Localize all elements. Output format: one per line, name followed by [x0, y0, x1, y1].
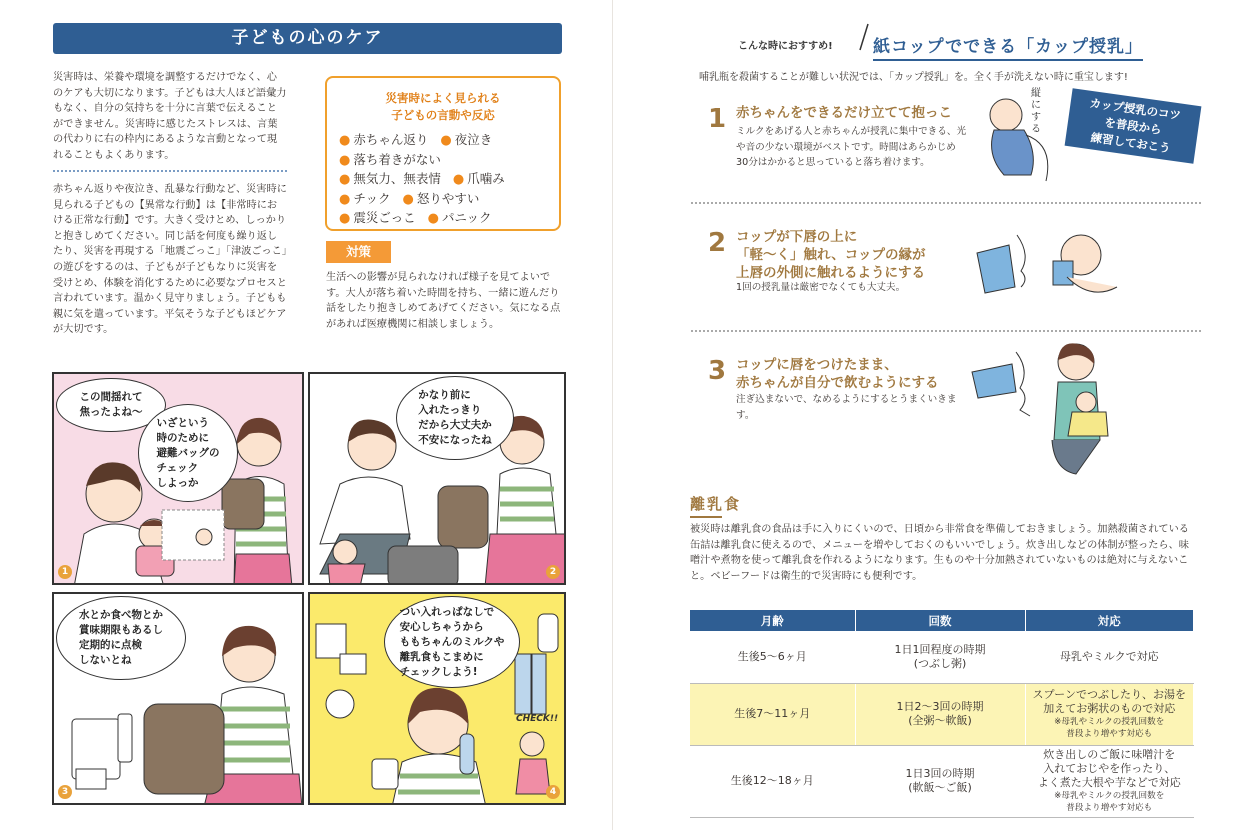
manga-panel-3 — [52, 592, 304, 805]
reaction-item: 怒りやすい — [416, 190, 480, 206]
panel-number: 2 — [546, 565, 560, 579]
reaction-item: 赤ちゃん返り — [353, 132, 429, 147]
reactions-row — [339, 170, 505, 190]
speech-bubble: この間揺れて 焦ったよね〜 — [56, 378, 166, 432]
panel-number: 3 — [58, 785, 72, 799]
panel-number: 4 — [546, 785, 560, 799]
bullet-icon: ● — [339, 152, 351, 168]
reactions-box-title — [327, 90, 559, 124]
countermeasure-paragraph: 生活への影響が見られなければ様子を見てよいです。大人が落ち着いた時間を持ち、一緒に遊んだり話をしたり抱きしめてあげてください。気になる点があれば医療機関に相談しましょう。 — [326, 272, 561, 330]
reaction-item: 夜泣き — [454, 132, 493, 147]
step-body: ミルクをあげる人と赤ちゃんが授乳に集中できる、光や音の少ない環境がベストです。時間はあらかじめ30分はかかると思っていると落ち着けます。 — [736, 126, 967, 168]
baby-food-paragraph: 被災時は離乳食の食品は手に入りにくいので、日頃から非常食を準備しておきましょう。加熱殺菌されている缶詰は離乳食に使えるので、メニューを増やしておくのもいいでしょう。炊き出しなどの体制が整ったら、味噌汁や煮物を使って離乳食を作れるようになります。生ものや十分加熱されていないものは絶対に与えないこと。ベビーフードは衛生的で災害時にも便利です。 — [690, 524, 1189, 582]
reaction-item: パニック — [441, 210, 492, 225]
manga-panel-2 — [308, 372, 566, 585]
step-heading: コップに唇をつけたまま、 赤ちゃんが自分で飲むようにする — [736, 357, 939, 391]
manga-panel-1 — [52, 372, 304, 585]
divider — [691, 202, 1201, 204]
reactions-title-line2: 子どもの言動や反応 — [391, 108, 495, 122]
action-text: 母乳やミルクで対応 — [1059, 649, 1159, 663]
table-cell-action — [1025, 631, 1194, 683]
step-body: 1回の授乳量は厳密でなくても大丈夫。 — [736, 282, 906, 293]
left-page — [0, 0, 612, 830]
reactions-title-line1: 災害時によく見られる — [385, 91, 501, 105]
illustration-label: 縦にする — [1031, 88, 1041, 135]
table-header: 回数 — [855, 610, 1025, 631]
right-page — [612, 0, 1250, 830]
reaction-item: 震災ごっこ — [353, 210, 416, 225]
bullet-icon: ● — [402, 191, 414, 207]
baby-food-heading: 離乳食 — [690, 495, 742, 513]
bullet-icon: ● — [440, 133, 452, 148]
reactions-list — [339, 131, 505, 229]
speech-bubble: 水とか食べ物とか 賞味期限もあるし 定期的に点検 しないとね — [56, 596, 186, 680]
bullet-icon: ● — [339, 191, 351, 207]
action-text: 炊き出しのご飯に味噌汁を 入れておじやを作ったり、 よく煮た大根や芋などで対応 — [1037, 748, 1181, 789]
action-note: ※母乳やミルクの授乳回数を 普段より増やす対応も — [1054, 717, 1165, 739]
mother-feeding-illustration — [968, 340, 1208, 480]
reaction-item: チック — [353, 190, 391, 206]
reactions-row — [339, 209, 505, 229]
heading-underline — [690, 516, 722, 518]
table-row — [690, 745, 1194, 817]
cup-feeding-subtitle: 哺乳瓶を殺菌することが難しい状況では、「カップ授乳」を。全く手が洗えない時に重宝します! — [699, 72, 1128, 83]
intro-paragraph: 災害時は、栄養や環境を調整するだけでなく、心のケアも大切になります。子どもは大人ほど語彙力もなく、自分の気持ちを十分に言葉で伝えることができません。災害時に感じたストレスは、言葉の代わりに右の枠内にあるような言動となって現れることもよくあります。 — [53, 72, 287, 161]
manga-panel-4 — [308, 592, 566, 805]
table-row — [690, 631, 1194, 683]
step-heading: 赤ちゃんをできるだけ立てて抱っこ — [736, 105, 952, 121]
reactions-box — [325, 76, 561, 231]
action-note: ※母乳やミルクの授乳回数を 普段より増やす対応も — [1054, 791, 1165, 813]
speech-bubble: かなり前に 入れたっきり だから大丈夫か 不安になったね — [396, 376, 514, 460]
table-header: 月齢 — [690, 610, 855, 631]
step-number: 2 — [708, 228, 727, 258]
step-number: 3 — [708, 356, 727, 386]
reactions-row — [339, 131, 505, 151]
bullet-icon: ● — [339, 133, 351, 148]
check-exclamation: CHECK!! — [516, 714, 559, 724]
step-heading: コップが下唇の上に 「軽〜く」触れ、コップの縁が 上唇の外側に触れるようにする — [736, 229, 926, 281]
bullet-icon: ● — [339, 172, 351, 187]
table-cell-times: 1日2〜3回の時期 (全粥〜軟飯) — [855, 683, 1025, 745]
section-banner: 子どもの心のケア — [53, 23, 562, 54]
table-cell-age: 生後5〜6ヶ月 — [690, 631, 855, 683]
cup-to-lip-illustration — [971, 225, 1131, 305]
baby-food-table — [690, 610, 1194, 818]
reaction-item: 落ち着きがない — [353, 151, 441, 167]
table-header: 対応 — [1025, 610, 1194, 631]
cup-feeding-title: 紙コップでできる「カップ授乳」 — [873, 32, 1143, 61]
table-cell-times: 1日3回の時期 (軟飯〜ご飯) — [855, 745, 1025, 817]
reactions-row — [339, 151, 505, 171]
behavior-paragraph: 赤ちゃん返りや夜泣き、乱暴な行動など、災害時に見られる子どもの【異常な行動】は【非常時における正常な行動】です。大きく受けとめ、しっかりと抱きしめてください。同じ話を何度も繰り返したり、災害を再現する「地震ごっこ」「津波ごっこ」の遊びをするのは、子どもが子どもなりに災害を受けとめ、体験を消化するために必要なプロセスと言われています。温かく見守りましょう。子どもも親に気を遣っています。平気そうな子どもほどケアが大切です。 — [53, 184, 287, 336]
table-cell-age: 生後7〜11ヶ月 — [690, 683, 855, 745]
step-number: 1 — [708, 104, 727, 134]
table-row — [690, 683, 1194, 745]
divider — [53, 170, 287, 172]
bullet-icon: ● — [452, 172, 465, 187]
divider-slash-icon — [858, 22, 870, 52]
tip-badge: カップ授乳のコツ を普段から 練習しておこう — [1065, 88, 1202, 164]
reaction-item: 爪噛み — [467, 171, 505, 186]
bullet-icon: ● — [339, 211, 351, 226]
bullet-icon: ● — [427, 211, 439, 226]
divider — [691, 330, 1201, 332]
table-cell-age: 生後12〜18ヶ月 — [690, 745, 855, 817]
table-header-row — [690, 610, 1194, 631]
table-cell-times: 1日1回程度の時期 (つぶし粥) — [855, 631, 1025, 683]
speech-bubble: つい入れっぱなしで 安心しちゃうから ももちゃんのミルクや 離乳食もこまめに チェックしよう! — [384, 596, 520, 688]
panel-number: 1 — [58, 565, 72, 579]
reaction-item: 無気力、無表情 — [353, 171, 441, 186]
speech-bubble: いざという 時のために 避難バッグの チェック しよっか — [138, 404, 238, 502]
recommend-label: こんな時におすすめ! — [738, 41, 833, 52]
countermeasure-tag: 対策 — [326, 241, 391, 263]
action-text: スプーンでつぶしたり、お湯を 加えてお粥状のもので対応 — [1032, 688, 1186, 715]
step-body: 注ぎ込まないで、なめるようにするとうまくいきます。 — [736, 394, 957, 421]
table-cell-action — [1025, 683, 1194, 745]
reactions-row — [339, 190, 505, 210]
table-cell-action — [1025, 745, 1194, 817]
